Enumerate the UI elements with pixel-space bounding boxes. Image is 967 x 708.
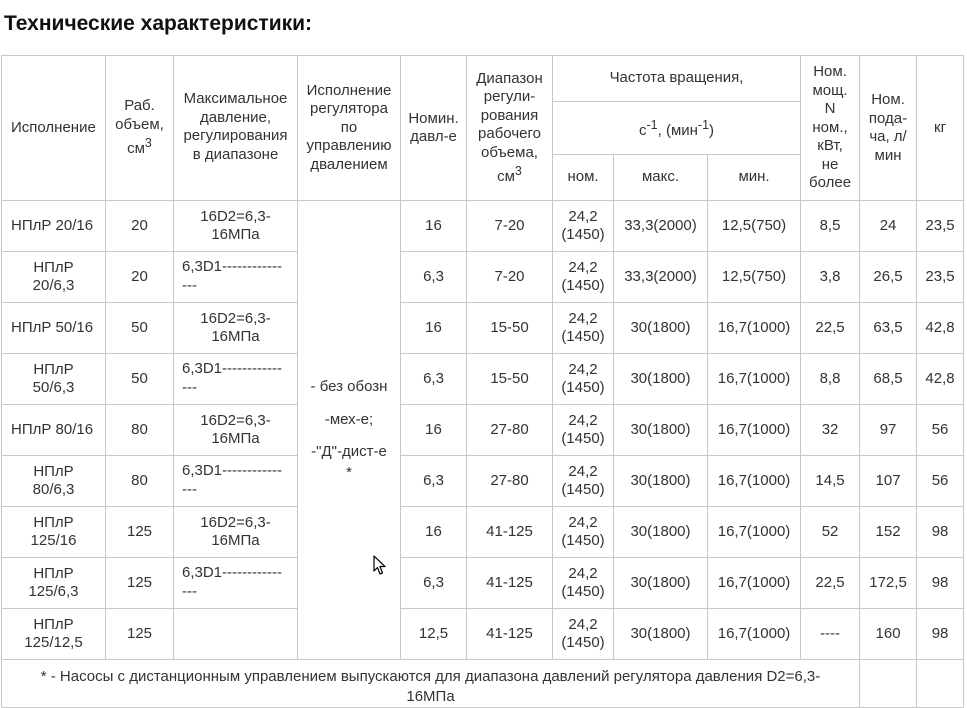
table-row: [2, 303, 964, 354]
cell-ispolnenie: НПлР 125/16: [2, 507, 106, 558]
control-type-line: -мех-е;: [324, 410, 374, 428]
header-min: мин.: [708, 155, 801, 201]
cell-moshch: 22,5: [801, 303, 860, 354]
cell-chastota-maks: 30(1800): [614, 303, 708, 354]
cell-kg: 98: [917, 609, 964, 660]
cell-podacha: 24: [860, 201, 917, 252]
cell-nomin-davl: 16: [401, 201, 467, 252]
header-chastota: Частота вращения,: [553, 56, 801, 102]
cell-chastota-min: 16,7(1000): [708, 303, 801, 354]
cell-moshch: 14,5: [801, 456, 860, 507]
control-type-line: *: [346, 463, 352, 481]
header-maks: макс.: [614, 155, 708, 201]
cell-chastota-maks: 30(1800): [614, 405, 708, 456]
cell-chastota-maks: 30(1800): [614, 558, 708, 609]
cell-diapazon: 27-80: [467, 405, 553, 456]
cell-diapazon: 7-20: [467, 252, 553, 303]
cell-podacha: 172,5: [860, 558, 917, 609]
cell-davlenie: 6,3D1------------ ---: [174, 456, 298, 507]
cell-nomin-davl: 6,3: [401, 558, 467, 609]
cell-davlenie: 6,3D1------------ ---: [174, 354, 298, 405]
cell-diapazon: 27-80: [467, 456, 553, 507]
cell-ispolnenie: НПлР 50/16: [2, 303, 106, 354]
header-rab-obem: Раб. объем, $см^3$: [106, 56, 174, 201]
cell-ispolnenie: НПлР 80/16: [2, 405, 106, 456]
cell-kg: 56: [917, 456, 964, 507]
cell-podacha: 107: [860, 456, 917, 507]
cell-obem: 20: [106, 252, 174, 303]
specs-table: [1, 55, 964, 708]
header-max-davlenie: Максимальное давление, регулирования в диапазоне: [174, 56, 298, 201]
header-ispolnenie: Исполнение: [2, 56, 106, 201]
cell-podacha: 26,5: [860, 252, 917, 303]
cell-obem: 125: [106, 558, 174, 609]
cell-ispolnenie: НПлР 20/16: [2, 201, 106, 252]
header-nom: ном.: [553, 155, 614, 201]
cell-moshch: 3,8: [801, 252, 860, 303]
cell-diapazon: 41-125: [467, 507, 553, 558]
cell-kg: 56: [917, 405, 964, 456]
cell-chastota-min: 16,7(1000): [708, 354, 801, 405]
cell-nomin-davl: 6,3: [401, 252, 467, 303]
cell-nomin-davl: 6,3: [401, 456, 467, 507]
cell-obem: 80: [106, 456, 174, 507]
cell-ispolnenie: НПлР 125/6,3: [2, 558, 106, 609]
table-row: [2, 558, 964, 609]
cell-obem: 50: [106, 303, 174, 354]
cell-obem: 125: [106, 609, 174, 660]
cell-chastota-nom: 24,2 (1450): [553, 303, 614, 354]
page-title: Технические характеристики:: [4, 12, 313, 35]
cell-chastota-nom: 24,2 (1450): [553, 456, 614, 507]
header-nom-moshch: Ном. мощ. N ном., кВт, не более: [801, 56, 860, 201]
header-diapazon: Диапазон регули- рования рабочего объема, $см^3$: [467, 56, 553, 201]
cell-davlenie: 6,3D1------------ ---: [174, 252, 298, 303]
cell-davlenie: [174, 609, 298, 660]
cell-ispolnenie: НПлР 125/12,5: [2, 609, 106, 660]
cell-obem: 20: [106, 201, 174, 252]
cell-chastota-min: 16,7(1000): [708, 405, 801, 456]
cell-kg: 98: [917, 507, 964, 558]
cell-chastota-nom: 24,2 (1450): [553, 405, 614, 456]
cell-chastota-maks: 30(1800): [614, 456, 708, 507]
cell-davlenie: 16D2=6,3- 16МПа: [174, 405, 298, 456]
cell-nomin-davl: 6,3: [401, 354, 467, 405]
cell-chastota-min: 16,7(1000): [708, 507, 801, 558]
cell-obem: 125: [106, 507, 174, 558]
cell-kg: 98: [917, 558, 964, 609]
cell-moshch: 22,5: [801, 558, 860, 609]
control-type-cell: [298, 201, 401, 660]
cell-podacha: 160: [860, 609, 917, 660]
table-row: [2, 609, 964, 660]
table-row: [2, 201, 964, 252]
cell-chastota-maks: 30(1800): [614, 354, 708, 405]
cell-diapazon: 7-20: [467, 201, 553, 252]
cell-chastota-min: 16,7(1000): [708, 609, 801, 660]
header-chastota-units: $с^{-1}$, (мин$^{-1}$): [553, 102, 801, 155]
cell-ispolnenie: НПлР 80/6,3: [2, 456, 106, 507]
cell-obem: 80: [106, 405, 174, 456]
cell-chastota-min: 12,5(750): [708, 252, 801, 303]
cell-davlenie: 16D2=6,3- 16МПа: [174, 201, 298, 252]
cell-davlenie: 6,3D1------------ ---: [174, 558, 298, 609]
header-kg: кг: [917, 56, 964, 201]
cell-chastota-maks: 33,3(2000): [614, 252, 708, 303]
table-row: [2, 456, 964, 507]
cell-chastota-min: 12,5(750): [708, 201, 801, 252]
cell-moshch: ----: [801, 609, 860, 660]
cell-chastota-nom: 24,2 (1450): [553, 354, 614, 405]
table-row: [2, 507, 964, 558]
cell-diapazon: 41-125: [467, 558, 553, 609]
cell-chastota-nom: 24,2 (1450): [553, 558, 614, 609]
cell-ispolnenie: НПлР 20/6,3: [2, 252, 106, 303]
cell-kg: 23,5: [917, 201, 964, 252]
cell-diapazon: 15-50: [467, 303, 553, 354]
cell-nomin-davl: 12,5: [401, 609, 467, 660]
cell-diapazon: 15-50: [467, 354, 553, 405]
cell-chastota-nom: 24,2 (1450): [553, 609, 614, 660]
cell-nomin-davl: 16: [401, 303, 467, 354]
cell-chastota-maks: 30(1800): [614, 507, 708, 558]
cell-moshch: 32: [801, 405, 860, 456]
empty-cell: [860, 660, 917, 708]
cell-chastota-nom: 24,2 (1450): [553, 252, 614, 303]
cell-podacha: 68,5: [860, 354, 917, 405]
table-row: [2, 405, 964, 456]
cell-kg: 42,8: [917, 303, 964, 354]
cell-chastota-nom: 24,2 (1450): [553, 507, 614, 558]
cell-podacha: 63,5: [860, 303, 917, 354]
cell-nomin-davl: 16: [401, 405, 467, 456]
cell-moshch: 52: [801, 507, 860, 558]
control-type-line: - без обозн: [310, 378, 388, 395]
cell-ispolnenie: НПлР 50/6,3: [2, 354, 106, 405]
cell-chastota-maks: 30(1800): [614, 609, 708, 660]
table-row: [2, 354, 964, 405]
header-isp-regulyatora: Исполнение регулятора по управлению двалением: [298, 56, 401, 201]
cell-chastota-min: 16,7(1000): [708, 456, 801, 507]
control-type-line: -"Д"-дист-е: [311, 443, 387, 460]
cell-chastota-nom: 24,2 (1450): [553, 201, 614, 252]
cell-chastota-min: 16,7(1000): [708, 558, 801, 609]
cell-obem: 50: [106, 354, 174, 405]
cell-kg: 42,8: [917, 354, 964, 405]
header-nom-podacha: Ном. пода- ча, л/ мин: [860, 56, 917, 201]
table-row: [2, 252, 964, 303]
cell-nomin-davl: 16: [401, 507, 467, 558]
cell-moshch: 8,8: [801, 354, 860, 405]
cell-kg: 23,5: [917, 252, 964, 303]
cell-davlenie: 16D2=6,3- 16МПа: [174, 303, 298, 354]
header-nomin-davl: Номин. давл-е: [401, 56, 467, 201]
mouse-cursor-icon: [373, 555, 389, 577]
cell-moshch: 8,5: [801, 201, 860, 252]
cell-podacha: 97: [860, 405, 917, 456]
cell-diapazon: 41-125: [467, 609, 553, 660]
cell-chastota-maks: 33,3(2000): [614, 201, 708, 252]
empty-cell: [917, 660, 964, 708]
footnote: * - Насосы с дистанционным управлением выпускаются для диапазона давлений регулятора давления D2=6,3- 16МПа: [2, 660, 860, 708]
cell-davlenie: 16D2=6,3- 16МПа: [174, 507, 298, 558]
cell-podacha: 152: [860, 507, 917, 558]
